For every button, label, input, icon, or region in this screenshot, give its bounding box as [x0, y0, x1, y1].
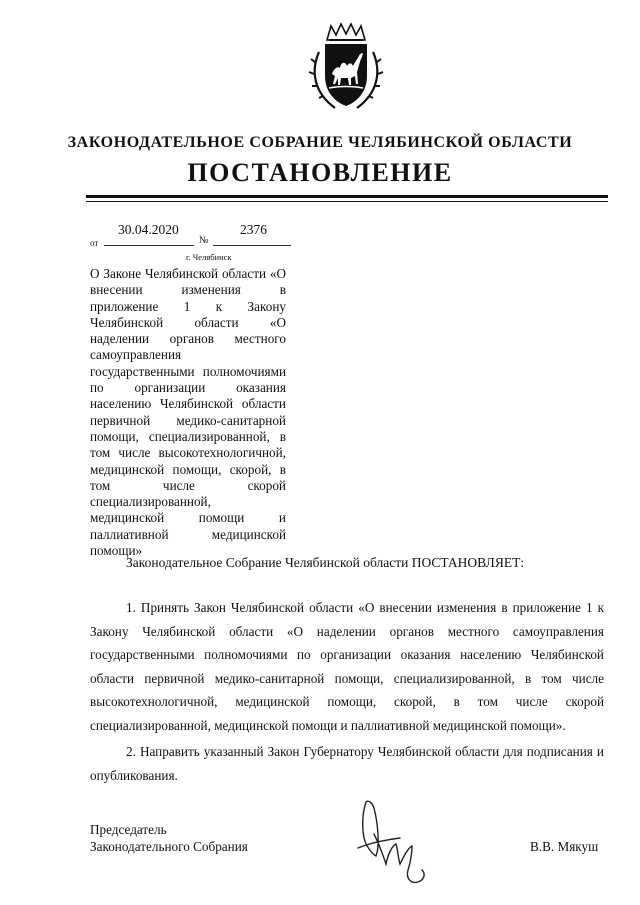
- number-underline: [213, 245, 291, 246]
- coat-of-arms-icon: [305, 22, 387, 114]
- organization-title: ЗАКОНОДАТЕЛЬНОЕ СОБРАНИЕ ЧЕЛЯБИНСКОЙ ОБЛАСТИ: [67, 134, 573, 151]
- signer-position-line1: Председатель: [90, 822, 167, 837]
- signer-position-line2: Законодательного Собрания: [90, 839, 248, 854]
- date-underline: [104, 245, 194, 246]
- document-date: 30.04.2020: [118, 222, 179, 237]
- resolves-line: Законодательное Собрание Челябинской области ПОСТАНОВЛЯЕТ:: [126, 555, 525, 570]
- document-number: 2376: [240, 222, 267, 237]
- header-rule-thin: [86, 201, 608, 202]
- header-rule-thick: [86, 195, 608, 198]
- date-prefix: от: [90, 238, 99, 248]
- paragraph-1: 1. Принять Закон Челябинской области «О внесении изменения в приложение 1 к Закону Челябинской области «О наделении органов местного самоуправления государственными полномочиями по организации оказания населению Челябинской области первичной медико-санитарной помощи, специализированной, в том числе высокотехнологичной, медицинской помощи, скорой, в том числе скорой специализированной, медицинской помощи и паллиативной медицинской помощи».: [90, 600, 604, 733]
- city-label: г. Челябинск: [186, 252, 232, 262]
- number-prefix: №: [199, 235, 209, 246]
- signer-name: В.В. Мякуш: [530, 839, 599, 854]
- document-type-title: ПОСТАНОВЛЕНИЕ: [187, 158, 453, 187]
- paragraph-2: 2. Направить указанный Закон Губернатору Челябинской области для подписания и опубликования.: [90, 744, 604, 783]
- handwritten-signature: [348, 794, 440, 890]
- document-subject: О Законе Челябинской области «О внесении изменения в приложение 1 к Закону Челябинской области «О наделении органов местного самоуправления государственными полномочиями по организации оказания населению Челябинской области первичной медико-санитарной помощи, специализированной, в том числе высокотехнологичной, медицинской помощи, скорой, в том числе скорой специализированной, медицинской помощи и паллиативной медицинской помощи»: [90, 266, 286, 559]
